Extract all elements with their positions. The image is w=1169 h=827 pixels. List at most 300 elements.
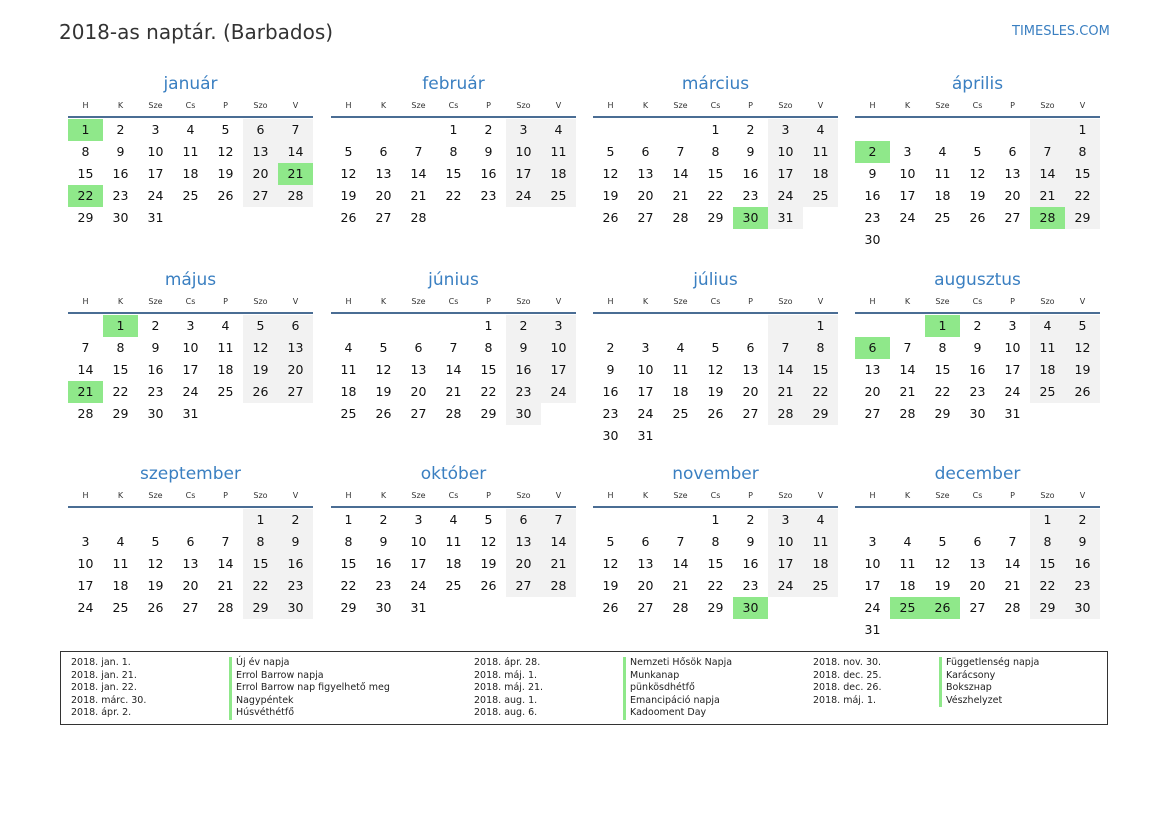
day-cell: 28: [278, 185, 313, 207]
day-cell: 3: [414, 512, 423, 527]
weekday-label: Sze: [411, 101, 426, 110]
header-divider: [68, 506, 313, 508]
weekday-label: Szo: [253, 297, 268, 306]
day-cell: 20: [1004, 188, 1021, 203]
weekday-label: P: [486, 101, 491, 110]
weekday-label: K: [380, 491, 387, 500]
legend-date: 2018. jan. 21.: [71, 669, 137, 681]
day-cell: 19: [340, 188, 357, 203]
day-cell: 3: [506, 119, 541, 141]
day-cell: 5: [973, 144, 982, 159]
day-cell: 5: [151, 534, 160, 549]
header-divider: [331, 506, 576, 508]
day-cell: 10: [541, 337, 576, 359]
weekday-label: Sze: [935, 297, 950, 306]
day-cell: 22: [445, 188, 462, 203]
day-cell: 25: [934, 210, 951, 225]
weekday-label: P: [1010, 491, 1015, 500]
day-cell: 9: [116, 144, 125, 159]
week-row: [331, 403, 576, 425]
month-block: [331, 72, 576, 229]
day-cell: 15: [480, 362, 497, 377]
day-cell: 8: [344, 534, 353, 549]
day-cell: 28: [899, 406, 916, 421]
empty-day-cell: [506, 207, 541, 229]
day-cell: 13: [410, 362, 427, 377]
empty-day-cell: [208, 509, 243, 531]
week-row: [331, 207, 576, 229]
week-row: [593, 425, 838, 447]
day-cell: 30: [602, 428, 619, 443]
empty-day-cell: [925, 619, 960, 641]
header-divider: [855, 116, 1100, 118]
day-cell: 23: [969, 384, 986, 399]
weekday-label: Cs: [972, 491, 983, 500]
day-cell: 30: [112, 210, 129, 225]
weekday-label: K: [117, 297, 124, 306]
empty-day-cell: [541, 403, 576, 425]
day-cell: 12: [602, 556, 619, 571]
month-name: május: [164, 270, 217, 290]
day-cell: 4: [541, 119, 576, 141]
holiday-day-cell: 30: [733, 207, 768, 229]
month-block: [593, 268, 838, 447]
weekday-label: Sze: [148, 491, 163, 500]
empty-day-cell: [628, 315, 663, 337]
empty-day-cell: [768, 315, 803, 337]
header-divider: [593, 116, 838, 118]
holiday-day-cell: 1: [925, 315, 960, 337]
weekday-label: Cs: [972, 297, 983, 306]
day-cell: 15: [243, 553, 278, 575]
week-row: [855, 381, 1100, 403]
day-cell: 22: [112, 384, 129, 399]
day-cell: 11: [672, 362, 689, 377]
day-cell: 11: [217, 340, 234, 355]
day-cell: 25: [340, 406, 357, 421]
day-cell: 1: [711, 512, 720, 527]
week-row: [68, 381, 313, 403]
day-cell: 27: [243, 185, 278, 207]
day-cell: 27: [742, 406, 759, 421]
weekday-label: Cs: [448, 491, 459, 500]
day-cell: 10: [637, 362, 654, 377]
day-cell: 24: [899, 210, 916, 225]
empty-day-cell: [401, 315, 436, 337]
empty-day-cell: [890, 619, 925, 641]
day-cell: 28: [672, 210, 689, 225]
day-cell: 14: [672, 166, 689, 181]
day-cell: 1: [711, 122, 720, 137]
day-cell: 9: [1065, 531, 1100, 553]
day-cell: 16: [506, 359, 541, 381]
day-cell: 18: [217, 362, 234, 377]
weekday-label: H: [607, 101, 614, 110]
day-cell: 11: [340, 362, 357, 377]
weekday-label: P: [1010, 101, 1015, 110]
day-cell: 18: [803, 163, 838, 185]
day-cell: 25: [541, 185, 576, 207]
header-divider: [593, 506, 838, 508]
weekday-header: [593, 488, 838, 504]
legend-dates-col-3: [813, 657, 881, 707]
day-cell: 12: [480, 534, 497, 549]
day-cell: 4: [186, 122, 195, 137]
empty-day-cell: [1065, 403, 1100, 425]
day-cell: 1: [1030, 509, 1065, 531]
day-cell: 12: [243, 337, 278, 359]
day-cell: 24: [768, 575, 803, 597]
empty-day-cell: [593, 509, 628, 531]
holiday-day-cell: 25: [890, 597, 925, 619]
empty-day-cell: [331, 119, 366, 141]
day-cell: 27: [969, 600, 986, 615]
day-cell: 7: [278, 119, 313, 141]
day-cell: 20: [637, 578, 654, 593]
weekday-label: H: [345, 101, 352, 110]
day-cell: 17: [1004, 362, 1021, 377]
day-cell: 18: [899, 578, 916, 593]
day-cell: 5: [938, 534, 947, 549]
day-cell: 30: [1065, 597, 1100, 619]
legend-dates-col-2: [474, 657, 543, 720]
day-cell: 25: [672, 406, 689, 421]
legend-holiday-name: Húsvéthétfő: [229, 707, 390, 720]
month-block: [331, 268, 576, 425]
day-cell: 5: [606, 534, 615, 549]
empty-day-cell: [855, 315, 890, 337]
week-row: [331, 185, 576, 207]
day-cell: 7: [903, 340, 912, 355]
weekday-label: V: [1079, 491, 1086, 500]
weekday-label: P: [1010, 297, 1015, 306]
week-row: [68, 359, 313, 381]
day-cell: 27: [278, 381, 313, 403]
empty-day-cell: [768, 597, 803, 619]
day-cell: 28: [445, 406, 462, 421]
day-cell: 26: [147, 600, 164, 615]
day-cell: 8: [711, 534, 720, 549]
weekday-label: Sze: [148, 101, 163, 110]
day-cell: 13: [182, 556, 199, 571]
day-cell: 13: [375, 166, 392, 181]
day-cell: 26: [602, 210, 619, 225]
week-row: [855, 597, 1100, 619]
day-cell: 20: [637, 188, 654, 203]
day-cell: 8: [711, 144, 720, 159]
legend-date: 2018. nov. 30.: [813, 657, 882, 668]
month-name: január: [163, 74, 218, 94]
header-divider: [855, 312, 1100, 314]
day-cell: 10: [899, 166, 916, 181]
day-cell: 29: [243, 597, 278, 619]
day-cell: 20: [278, 359, 313, 381]
day-cell: 29: [77, 210, 94, 225]
day-cell: 6: [641, 144, 650, 159]
week-row: [68, 207, 313, 229]
day-cell: 16: [969, 362, 986, 377]
week-row: [855, 531, 1100, 553]
day-cell: 27: [410, 406, 427, 421]
empty-day-cell: [436, 207, 471, 229]
weekday-header: [593, 98, 838, 114]
legend-date: 2018. ápr. 2.: [71, 707, 132, 719]
day-cell: 19: [1065, 359, 1100, 381]
weekday-header: [855, 294, 1100, 310]
day-cell: 17: [768, 553, 803, 575]
day-cell: 14: [217, 556, 234, 571]
weekday-label: Szo: [1040, 297, 1055, 306]
day-cell: 25: [217, 384, 234, 399]
day-cell: 25: [803, 575, 838, 597]
day-cell: 4: [903, 534, 912, 549]
day-cell: 23: [742, 578, 759, 593]
week-row: [331, 381, 576, 403]
day-cell: 19: [934, 578, 951, 593]
legend-date: 2018. aug. 1.: [474, 694, 538, 706]
week-row: [68, 597, 313, 619]
weekday-label: Szo: [778, 297, 793, 306]
weekday-label: P: [223, 101, 228, 110]
day-cell: 19: [217, 166, 234, 181]
weekday-label: Szo: [253, 101, 268, 110]
day-cell: 15: [934, 362, 951, 377]
day-cell: 27: [864, 406, 881, 421]
empty-day-cell: [698, 315, 733, 337]
empty-day-cell: [1030, 619, 1065, 641]
day-cell: 1: [449, 122, 458, 137]
day-cell: 6: [379, 144, 388, 159]
day-cell: 28: [768, 403, 803, 425]
day-cell: 10: [864, 556, 881, 571]
day-cell: 2: [379, 512, 388, 527]
day-cell: 29: [1065, 207, 1100, 229]
weekday-label: V: [1079, 297, 1086, 306]
day-cell: 22: [1030, 575, 1065, 597]
weekday-header: [855, 488, 1100, 504]
day-cell: 31: [182, 406, 199, 421]
day-cell: 23: [602, 406, 619, 421]
empty-day-cell: [855, 119, 890, 141]
day-cell: 29: [803, 403, 838, 425]
day-cell: 21: [1004, 578, 1021, 593]
day-cell: 25: [445, 578, 462, 593]
day-cell: 31: [1004, 406, 1021, 421]
day-cell: 26: [375, 406, 392, 421]
holiday-day-cell: 6: [855, 337, 890, 359]
day-cell: 18: [672, 384, 689, 399]
day-cell: 9: [278, 531, 313, 553]
day-cell: 12: [147, 556, 164, 571]
day-cell: 31: [147, 210, 164, 225]
day-cell: 16: [112, 166, 129, 181]
day-cell: 3: [81, 534, 90, 549]
holiday-day-cell: 30: [733, 597, 768, 619]
empty-day-cell: [593, 119, 628, 141]
day-cell: 3: [1008, 318, 1017, 333]
month-block: [855, 268, 1100, 425]
month-name: augusztus: [934, 270, 1021, 290]
day-cell: 18: [112, 578, 129, 593]
week-row: [331, 597, 576, 619]
week-row: [593, 141, 838, 163]
week-row: [855, 119, 1100, 141]
week-row: [331, 509, 576, 531]
empty-day-cell: [733, 315, 768, 337]
empty-day-cell: [1065, 229, 1100, 251]
day-cell: 9: [868, 166, 877, 181]
day-cell: 22: [707, 578, 724, 593]
month-name: november: [672, 464, 759, 484]
weekday-label: P: [748, 491, 753, 500]
weekday-label: K: [117, 491, 124, 500]
weekday-label: K: [117, 101, 124, 110]
day-cell: 13: [637, 556, 654, 571]
holiday-legend: [60, 651, 1108, 725]
week-row: [68, 141, 313, 163]
day-cell: 20: [742, 384, 759, 399]
weekday-label: Szo: [253, 491, 268, 500]
day-cell: 8: [1030, 531, 1065, 553]
day-cell: 31: [864, 622, 881, 637]
day-cell: 15: [707, 556, 724, 571]
day-cell: 23: [1065, 575, 1100, 597]
legend-date: 2018. jan. 22.: [71, 682, 137, 694]
week-row: [855, 141, 1100, 163]
day-cell: 26: [243, 381, 278, 403]
weekday-header: [68, 294, 313, 310]
day-cell: 20: [410, 384, 427, 399]
day-cell: 3: [641, 340, 650, 355]
weekday-label: Cs: [185, 297, 196, 306]
day-cell: 21: [672, 188, 689, 203]
day-cell: 4: [938, 144, 947, 159]
empty-day-cell: [663, 425, 698, 447]
day-cell: 17: [410, 556, 427, 571]
day-cell: 28: [410, 210, 427, 225]
month-block: [593, 462, 838, 619]
week-row: [331, 163, 576, 185]
week-row: [855, 337, 1100, 359]
empty-day-cell: [243, 207, 278, 229]
day-cell: 20: [506, 553, 541, 575]
weekday-label: P: [486, 491, 491, 500]
legend-holiday-name: Nagypéntek: [229, 695, 390, 708]
empty-day-cell: [995, 119, 1030, 141]
day-cell: 23: [147, 384, 164, 399]
day-cell: 2: [484, 122, 493, 137]
day-cell: 11: [803, 141, 838, 163]
day-cell: 28: [1004, 600, 1021, 615]
day-cell: 22: [480, 384, 497, 399]
week-row: [855, 575, 1100, 597]
weekday-label: Cs: [185, 101, 196, 110]
day-cell: 14: [445, 362, 462, 377]
day-cell: 21: [672, 578, 689, 593]
weekday-label: H: [345, 491, 352, 500]
day-cell: 26: [707, 406, 724, 421]
empty-day-cell: [173, 509, 208, 531]
site-link[interactable]: TIMESLES.COM: [1012, 24, 1110, 39]
weekday-label: Szo: [516, 297, 531, 306]
day-cell: 26: [340, 210, 357, 225]
legend-names-col-2: [623, 657, 732, 720]
day-cell: 12: [340, 166, 357, 181]
empty-day-cell: [960, 119, 995, 141]
holiday-day-cell: 22: [68, 185, 103, 207]
month-name: július: [693, 270, 738, 290]
day-cell: 20: [969, 578, 986, 593]
empty-day-cell: [401, 119, 436, 141]
day-cell: 2: [278, 509, 313, 531]
empty-day-cell: [1030, 229, 1065, 251]
week-row: [855, 619, 1100, 641]
day-cell: 21: [410, 188, 427, 203]
day-cell: 3: [768, 119, 803, 141]
empty-day-cell: [890, 229, 925, 251]
day-cell: 4: [221, 318, 230, 333]
empty-day-cell: [278, 403, 313, 425]
weekday-label: H: [82, 491, 89, 500]
month-block: [68, 462, 313, 619]
day-cell: 26: [480, 578, 497, 593]
day-cell: 8: [449, 144, 458, 159]
weekday-label: Szo: [778, 491, 793, 500]
day-cell: 2: [973, 318, 982, 333]
legend-holiday-name: Kadooment Day: [623, 707, 732, 720]
day-cell: 26: [1065, 381, 1100, 403]
month-name: szeptember: [140, 464, 241, 484]
week-row: [593, 359, 838, 381]
weekday-label: V: [817, 101, 824, 110]
weekday-label: K: [642, 101, 649, 110]
day-cell: 5: [243, 315, 278, 337]
weekday-label: H: [869, 101, 876, 110]
legend-names-col-3: [939, 657, 1039, 707]
weekday-label: V: [817, 297, 824, 306]
day-cell: 9: [606, 362, 615, 377]
legend-date: 2018. aug. 6.: [474, 707, 538, 719]
day-cell: 22: [340, 578, 357, 593]
day-cell: 11: [541, 141, 576, 163]
day-cell: 27: [637, 210, 654, 225]
day-cell: 27: [1004, 210, 1021, 225]
day-cell: 7: [676, 144, 685, 159]
day-cell: 12: [707, 362, 724, 377]
legend-date: 2018. dec. 25.: [813, 669, 882, 681]
day-cell: 24: [182, 384, 199, 399]
weekday-label: Cs: [185, 491, 196, 500]
weekday-label: Sze: [673, 297, 688, 306]
day-cell: 8: [1065, 141, 1100, 163]
day-cell: 23: [864, 210, 881, 225]
weekday-label: Sze: [411, 297, 426, 306]
empty-day-cell: [366, 119, 401, 141]
header-divider: [68, 116, 313, 118]
empty-day-cell: [995, 229, 1030, 251]
day-cell: 17: [147, 166, 164, 181]
day-cell: 6: [506, 509, 541, 531]
day-cell: 15: [112, 362, 129, 377]
empty-day-cell: [1030, 119, 1065, 141]
day-cell: 24: [768, 185, 803, 207]
weekday-label: Sze: [935, 101, 950, 110]
day-cell: 24: [77, 600, 94, 615]
day-cell: 5: [606, 144, 615, 159]
weekday-label: K: [904, 297, 911, 306]
day-cell: 12: [934, 556, 951, 571]
weekday-label: K: [380, 101, 387, 110]
